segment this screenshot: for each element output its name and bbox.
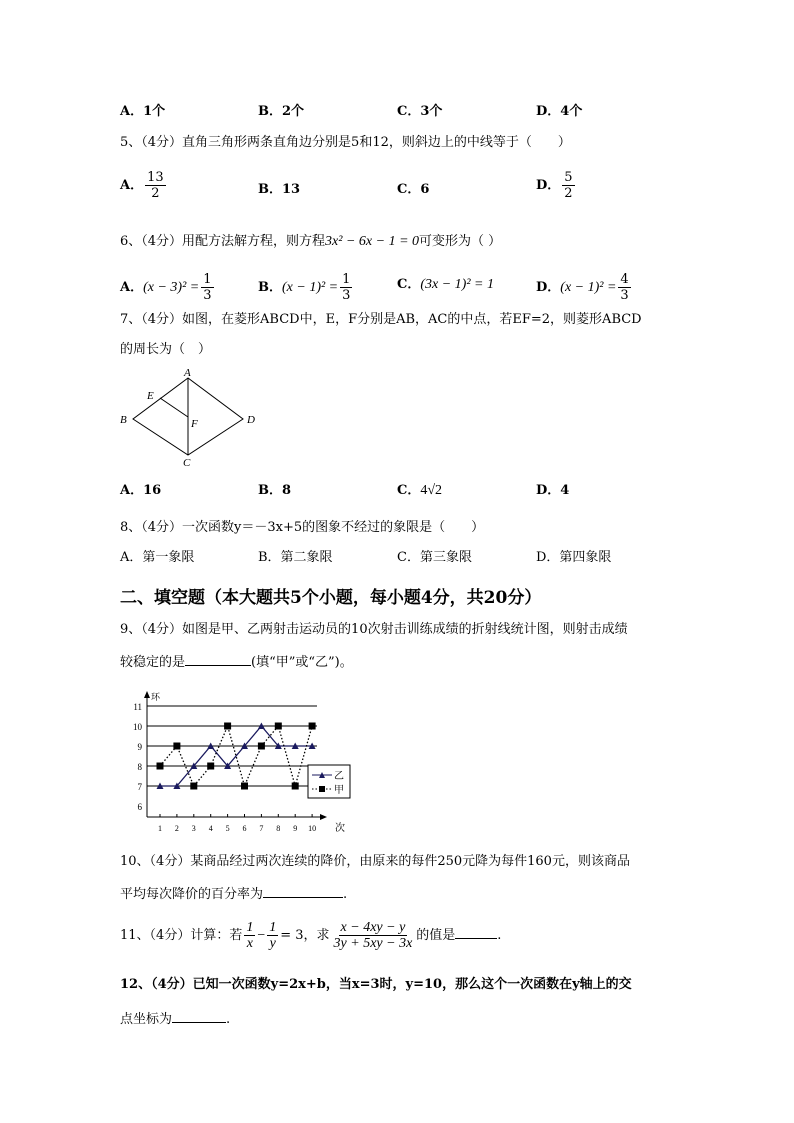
x-tick-label: 5 (225, 824, 230, 833)
data-point-square (190, 783, 197, 790)
answer-blank (185, 651, 251, 666)
label-f: F (191, 418, 198, 430)
q9-stem-line2 (120, 651, 353, 673)
q5-option-c: C．6 (397, 182, 430, 197)
stem-text: 可变形为（ ） (419, 234, 502, 249)
q5-stem: 5、（4分）直角三角形两条直角边分别是5和12，则斜边上的中线等于（ ） (120, 135, 571, 150)
q12-stem-line1: 12、（4分）已知一次函数y=2x+b，当x=3时，y=10，那么这个一次函数在y轴上的交 (120, 977, 632, 992)
q9-stem-line1: 9、（4分）如图是甲、乙两射击运动员的10次射击训练成绩的折射线统计图，则射击成绩 (120, 622, 628, 637)
denominator: x (246, 936, 253, 951)
q5-option-b: B．13 (258, 182, 301, 197)
q6-option-a (120, 272, 216, 303)
numerator: 4 (620, 272, 629, 287)
stem-text: 11、（4分）计算：若 (120, 928, 243, 943)
x-tick-label: 7 (259, 824, 264, 833)
numerator: 1 (342, 272, 351, 287)
numerator: 13 (147, 170, 164, 185)
option-label: A． (120, 280, 144, 295)
y-tick-label: 7 (137, 782, 142, 792)
segment-ef (160, 398, 188, 417)
equation: (x − 3)² = (143, 280, 200, 295)
y-axis-arrow (144, 691, 150, 698)
q10-stem-line1: 10、（4分）某商品经过两次连续的降价，由原来的每件250元降为每件160元，则该商品 (120, 854, 630, 869)
q8-option-c: C．第三象限 (397, 550, 472, 565)
x-tick-label: 8 (276, 824, 281, 833)
equation: (3x − 1)² = 1 (420, 277, 494, 292)
option-label: B． (258, 280, 282, 295)
y-axis-label: 环 (151, 692, 161, 702)
data-point-square (224, 723, 231, 730)
q12-stem-line2 (120, 1008, 230, 1030)
label-d: D (247, 414, 255, 426)
q6-option-c (397, 275, 494, 295)
q4-option-d: D．4个 (536, 104, 583, 119)
q11-stem (120, 920, 501, 951)
stem-text: (填“甲”或“乙”)。 (251, 655, 353, 670)
x-tick-label: 3 (191, 824, 196, 833)
period: . (226, 1012, 231, 1027)
q8-option-d: D．第四象限 (536, 550, 612, 565)
q7-stem-line2: 的周长为（ ） (120, 342, 212, 357)
numerator: 1 (203, 272, 212, 287)
q8-option-a: A．第一象限 (120, 550, 195, 565)
label-b: B (120, 414, 127, 426)
stem-text: 点坐标为 (120, 1012, 173, 1027)
equation: 3x² − 6x − 1 = 0 (325, 234, 420, 249)
answer-blank (263, 883, 343, 898)
denominator: y (269, 936, 276, 951)
legend-label: 甲 (334, 785, 344, 796)
option-label: A． (120, 178, 144, 193)
q10-stem-line2 (120, 883, 347, 905)
stem-text: 6、（4分）用配方法解方程，则方程 (120, 234, 326, 249)
radical-value: 4√2 (420, 483, 443, 498)
q5-option-d (536, 170, 577, 201)
x-tick-label: 4 (208, 824, 213, 833)
stem-text: 的值是 (416, 928, 456, 943)
q8-stem: 8、（4分）一次函数y＝－3x+5的图象不经过的象限是（ ） (120, 520, 485, 535)
denominator: 3 (203, 288, 212, 303)
option-label: C． (397, 483, 421, 498)
period: . (497, 928, 502, 943)
data-point-square (241, 783, 248, 790)
x-tick-label: 2 (174, 824, 179, 833)
q7-stem-line1: 7、（4分）如图，在菱形ABCD中，E，F分别是AB，AC的中点，若EF=2，则菱形ABCD (120, 312, 642, 327)
y-tick-label: 11 (133, 702, 142, 712)
series-line-乙 (160, 726, 312, 786)
data-point-square (275, 723, 282, 730)
minus-sign: − (257, 928, 266, 943)
x-tick-label: 6 (242, 824, 247, 833)
label-a: A (184, 368, 191, 379)
label-c: C (183, 457, 191, 468)
numerator: x − 4xy − y (340, 920, 406, 935)
q8-option-b: B．第二象限 (258, 550, 333, 565)
data-point-square (157, 763, 164, 770)
y-tick-label: 6 (137, 802, 142, 812)
q7-option-b: B．8 (258, 483, 292, 498)
denominator: 2 (151, 186, 160, 201)
label-e: E (147, 390, 154, 402)
answer-blank (172, 1008, 226, 1023)
y-tick-label: 10 (133, 722, 142, 732)
option-label: C． (397, 277, 421, 292)
numerator: 1 (269, 920, 277, 935)
denominator: 3y + 5xy − 3x (333, 936, 413, 951)
denominator: 3 (620, 288, 629, 303)
data-point-square (292, 783, 299, 790)
y-tick-label: 9 (137, 742, 142, 752)
period: . (343, 887, 348, 902)
rhombus-figure (115, 368, 265, 468)
data-point-square (258, 743, 265, 750)
option-label: D． (536, 178, 561, 193)
data-point-square (207, 763, 214, 770)
x-tick-label: 9 (293, 824, 298, 833)
numerator: 1 (246, 920, 254, 935)
section-2-title: 二、填空题（本大题共5个小题，每小题4分，共20分） (120, 588, 542, 608)
q4-option-c: C．3个 (397, 104, 443, 119)
legend-label: 乙 (334, 771, 344, 782)
x-tick-label: 10 (308, 824, 317, 833)
shooting-line-chart (120, 690, 360, 840)
answer-blank (455, 924, 497, 939)
x-tick-label: 1 (158, 824, 162, 833)
legend-marker (319, 786, 325, 792)
x-axis-arrow (320, 814, 327, 820)
equation: (x − 1)² = (282, 280, 339, 295)
q7-option-c (397, 481, 442, 501)
stem-text: 较稳定的是 (120, 655, 186, 670)
q5-option-a (120, 170, 168, 201)
data-point-square (309, 723, 316, 730)
q7-option-d: D．4 (536, 483, 570, 498)
q6-stem (120, 232, 501, 252)
stem-text: 平均每次降价的百分率为 (120, 887, 264, 902)
q7-option-a: A．16 (120, 483, 162, 498)
stem-text: = 3，求 (280, 928, 330, 943)
data-point-square (173, 743, 180, 750)
denominator: 2 (564, 186, 573, 201)
q4-option-b: B．2个 (258, 104, 305, 119)
numerator: 5 (564, 170, 573, 185)
q6-option-b (258, 272, 354, 303)
denominator: 3 (342, 288, 351, 303)
x-axis-label: 次 (335, 823, 345, 834)
q6-option-d (536, 272, 633, 303)
equation: (x − 1)² = (560, 280, 617, 295)
option-label: D． (536, 280, 561, 295)
y-tick-label: 8 (137, 762, 142, 772)
q4-option-a: A．1个 (120, 104, 166, 119)
